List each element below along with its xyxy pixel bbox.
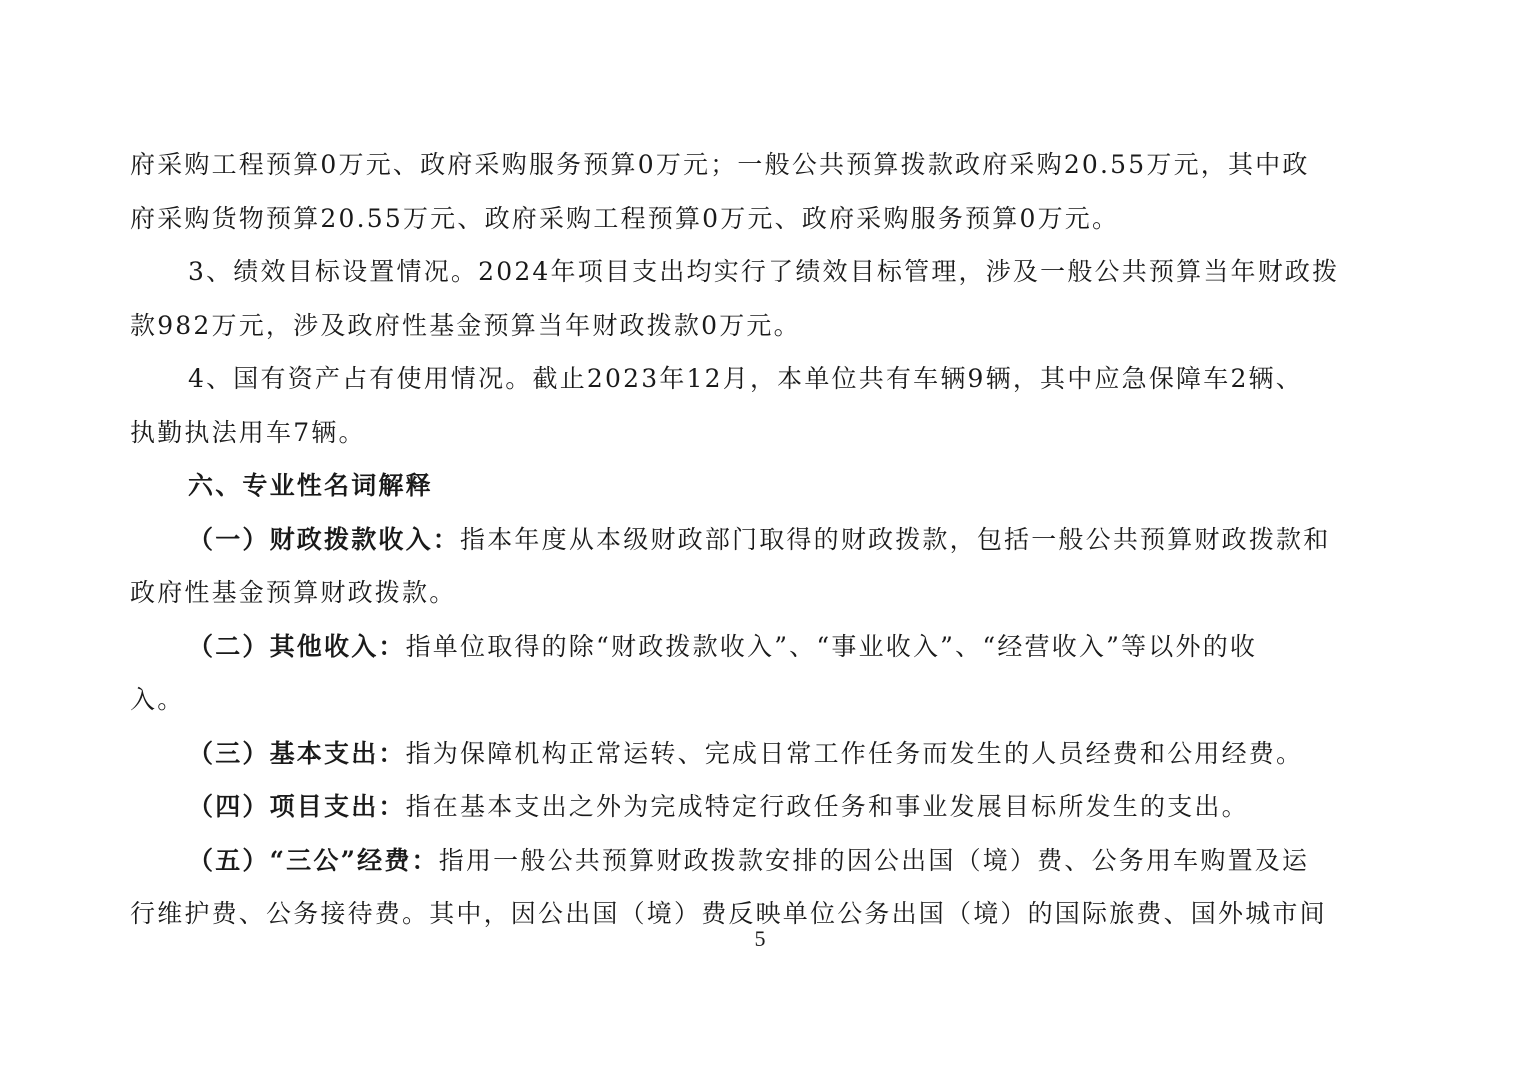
paragraph-line: 府采购货物预算20.55万元、政府采购工程预算0万元、政府采购服务预算0万元。	[130, 203, 1120, 233]
definition-text: 指单位取得的除“财政拨款收入”、“事业收入”、“经营收入”等以外的收	[405, 631, 1258, 661]
definition-line	[130, 834, 1392, 888]
section-heading: 六、专业性名词解释	[188, 471, 433, 500]
definition-text: 指用一般公共预算财政拨款安排的因公出国（境）费、公务用车购置及运	[438, 845, 1310, 875]
definition-text: 指为保障机构正常运转、完成日常工作任务而发生的人员经费和公用经费。	[405, 738, 1304, 768]
paragraph-line: 款982万元，涉及政府性基金预算当年财政拨款0万元。	[130, 310, 801, 340]
paragraph-line: 3、绩效目标设置情况。2024年项目支出均实行了绩效目标管理，涉及一般公共预算当年财政拨	[188, 257, 1340, 286]
definition-line	[130, 513, 1392, 567]
paragraph-line: 4、国有资产占有使用情况。截止2023年12月，本单位共有车辆9辆，其中应急保障车2辆、	[188, 364, 1303, 393]
definition-line	[130, 780, 1392, 834]
definition-term: （五）“三公”经费：	[188, 845, 439, 875]
definition-term: （二）其他收入：	[188, 631, 406, 661]
definition-term: （一）财政拨款收入：	[188, 524, 461, 554]
definition-line: 政府性基金预算财政拨款。	[130, 578, 457, 607]
document-body	[130, 138, 1392, 941]
definition-line	[130, 620, 1392, 674]
definition-text: 指本年度从本级财政部门取得的财政拨款，包括一般公共预算财政拨款和	[460, 524, 1331, 554]
definition-line	[130, 727, 1392, 781]
definition-term: （三）基本支出：	[188, 738, 406, 768]
page-number: 5	[754, 926, 766, 951]
paragraph-line: 执勤执法用车7辆。	[130, 417, 366, 447]
definition-line: 入。	[130, 685, 185, 714]
definition-text: 指在基本支出之外为完成特定行政任务和事业发展目标所发生的支出。	[405, 792, 1249, 821]
paragraph-line: 府采购工程预算0万元、政府采购服务预算0万元；一般公共预算拨款政府采购20.55万元，其中政	[130, 150, 1310, 179]
definition-line: 行维护费、公务接待费。其中，因公出国（境）费反映单位公务出国（境）的国际旅费、国外城市间	[130, 899, 1327, 928]
definition-term: （四）项目支出：	[188, 792, 406, 821]
